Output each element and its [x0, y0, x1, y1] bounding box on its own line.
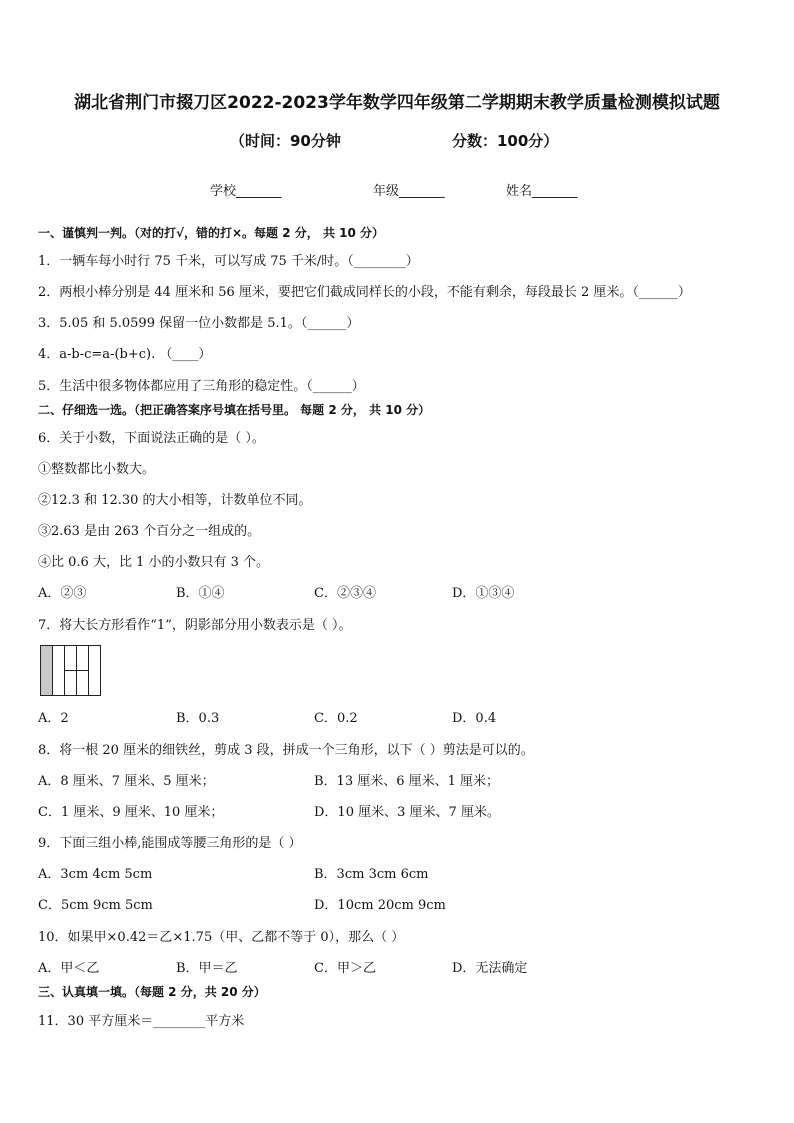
- q6-option-c: C．②③④: [314, 586, 376, 601]
- grade-field[interactable]: 年级_______: [373, 184, 445, 199]
- q6-option-a: A．②③: [38, 586, 87, 601]
- question-3: 3．5.05 和 5.0599 保留一位小数都是 5.1。（______）: [38, 316, 360, 331]
- question-6: 6．关于小数，下面说法正确的是（ ）。: [38, 431, 265, 446]
- question-4: 4．a-b-c=a-(b+c). （____）: [38, 347, 212, 362]
- time-limit: （时间：90分钟: [230, 132, 341, 150]
- q7-option-a: A．2: [38, 711, 69, 726]
- rectangle-figure: [40, 645, 102, 697]
- statement-3: ③2.63 是由 263 个百分之一组成的。: [38, 524, 261, 539]
- statement-1: ①整数都比小数大。: [38, 462, 156, 477]
- q7-option-d: D．0.4: [452, 711, 497, 726]
- q10-option-a: A．甲＜乙: [38, 961, 100, 976]
- question-7: 7．将大长方形看作“1”，阴影部分用小数表示是（ ）。: [38, 618, 352, 633]
- question-10: 10．如果甲×0.42＝乙×1.75（甲、乙都不等于 0），那么（ ）: [38, 930, 405, 945]
- q10-option-d: D．无法确定: [452, 961, 528, 976]
- q7-option-c: C．0.2: [314, 711, 358, 726]
- total-score: 分数：100分）: [452, 132, 559, 150]
- q10-option-c: C．甲＞乙: [314, 961, 376, 976]
- question-9: 9．下面三组小棒,能围成等腰三角形的是（ ）: [38, 836, 302, 851]
- question-11: 11．30 平方厘米＝________平方米: [38, 1014, 245, 1029]
- section-3-heading: 三、认真填一填。（每题 2 分，共 20 分）: [38, 985, 266, 999]
- q10-option-b: B．甲＝乙: [176, 961, 238, 976]
- q8-option-b: B．13 厘米、6 厘米、1 厘米；: [314, 774, 500, 789]
- name-field[interactable]: 姓名_______: [506, 184, 578, 199]
- question-8: 8．将一根 20 厘米的细铁丝，剪成 3 段，拼成一个三角形，以下（ ）剪法是可以的。: [38, 743, 534, 758]
- q6-option-d: D．①③④: [452, 586, 515, 601]
- q9-option-d: D．10cm 20cm 9cm: [314, 898, 446, 913]
- q6-option-b: B．①④: [176, 586, 225, 601]
- question-5: 5．生活中很多物体都应用了三角形的稳定性。（______）: [38, 379, 365, 394]
- shaded-column: [41, 646, 53, 696]
- q9-option-a: A．3cm 4cm 5cm: [38, 867, 153, 882]
- q8-option-c: C．1 厘米、9 厘米、10 厘米；: [38, 805, 224, 820]
- section-1-heading: 一、谨慎判一判。（对的打√，错的打×。每题 2 分， 共 10 分）: [38, 226, 384, 240]
- statement-2: ②12.3 和 12.30 的大小相等，计数单位不同。: [38, 493, 312, 508]
- q9-option-b: B．3cm 3cm 6cm: [314, 867, 429, 882]
- exam-info: [230, 130, 559, 151]
- q7-option-b: B．0.3: [176, 711, 220, 726]
- page-title: 湖北省荆门市掇刀区2022-2023学年数学四年级第二学期期末教学质量检测模拟试题: [74, 93, 720, 113]
- school-field[interactable]: 学校_______: [210, 184, 282, 199]
- q8-option-d: D．10 厘米、3 厘米、7 厘米。: [314, 805, 500, 820]
- statement-4: ④比 0.6 大，比 1 小的小数只有 3 个。: [38, 555, 270, 570]
- question-1: 1．一辆车每小时行 75 千米，可以写成 75 千米/时。（________）: [38, 254, 419, 269]
- q8-option-a: A．8 厘米、7 厘米、5 厘米；: [38, 774, 215, 789]
- question-2: 2．两根小棒分别是 44 厘米和 56 厘米，要把它们截成同样长的小段，不能有剩余，每段最长 2 厘米。（______）: [38, 285, 691, 300]
- section-2-heading: 二、仔细选一选。（把正确答案序号填在括号里。 每题 2 分， 共 10 分）: [38, 403, 431, 417]
- q9-option-c: C．5cm 9cm 5cm: [38, 898, 153, 913]
